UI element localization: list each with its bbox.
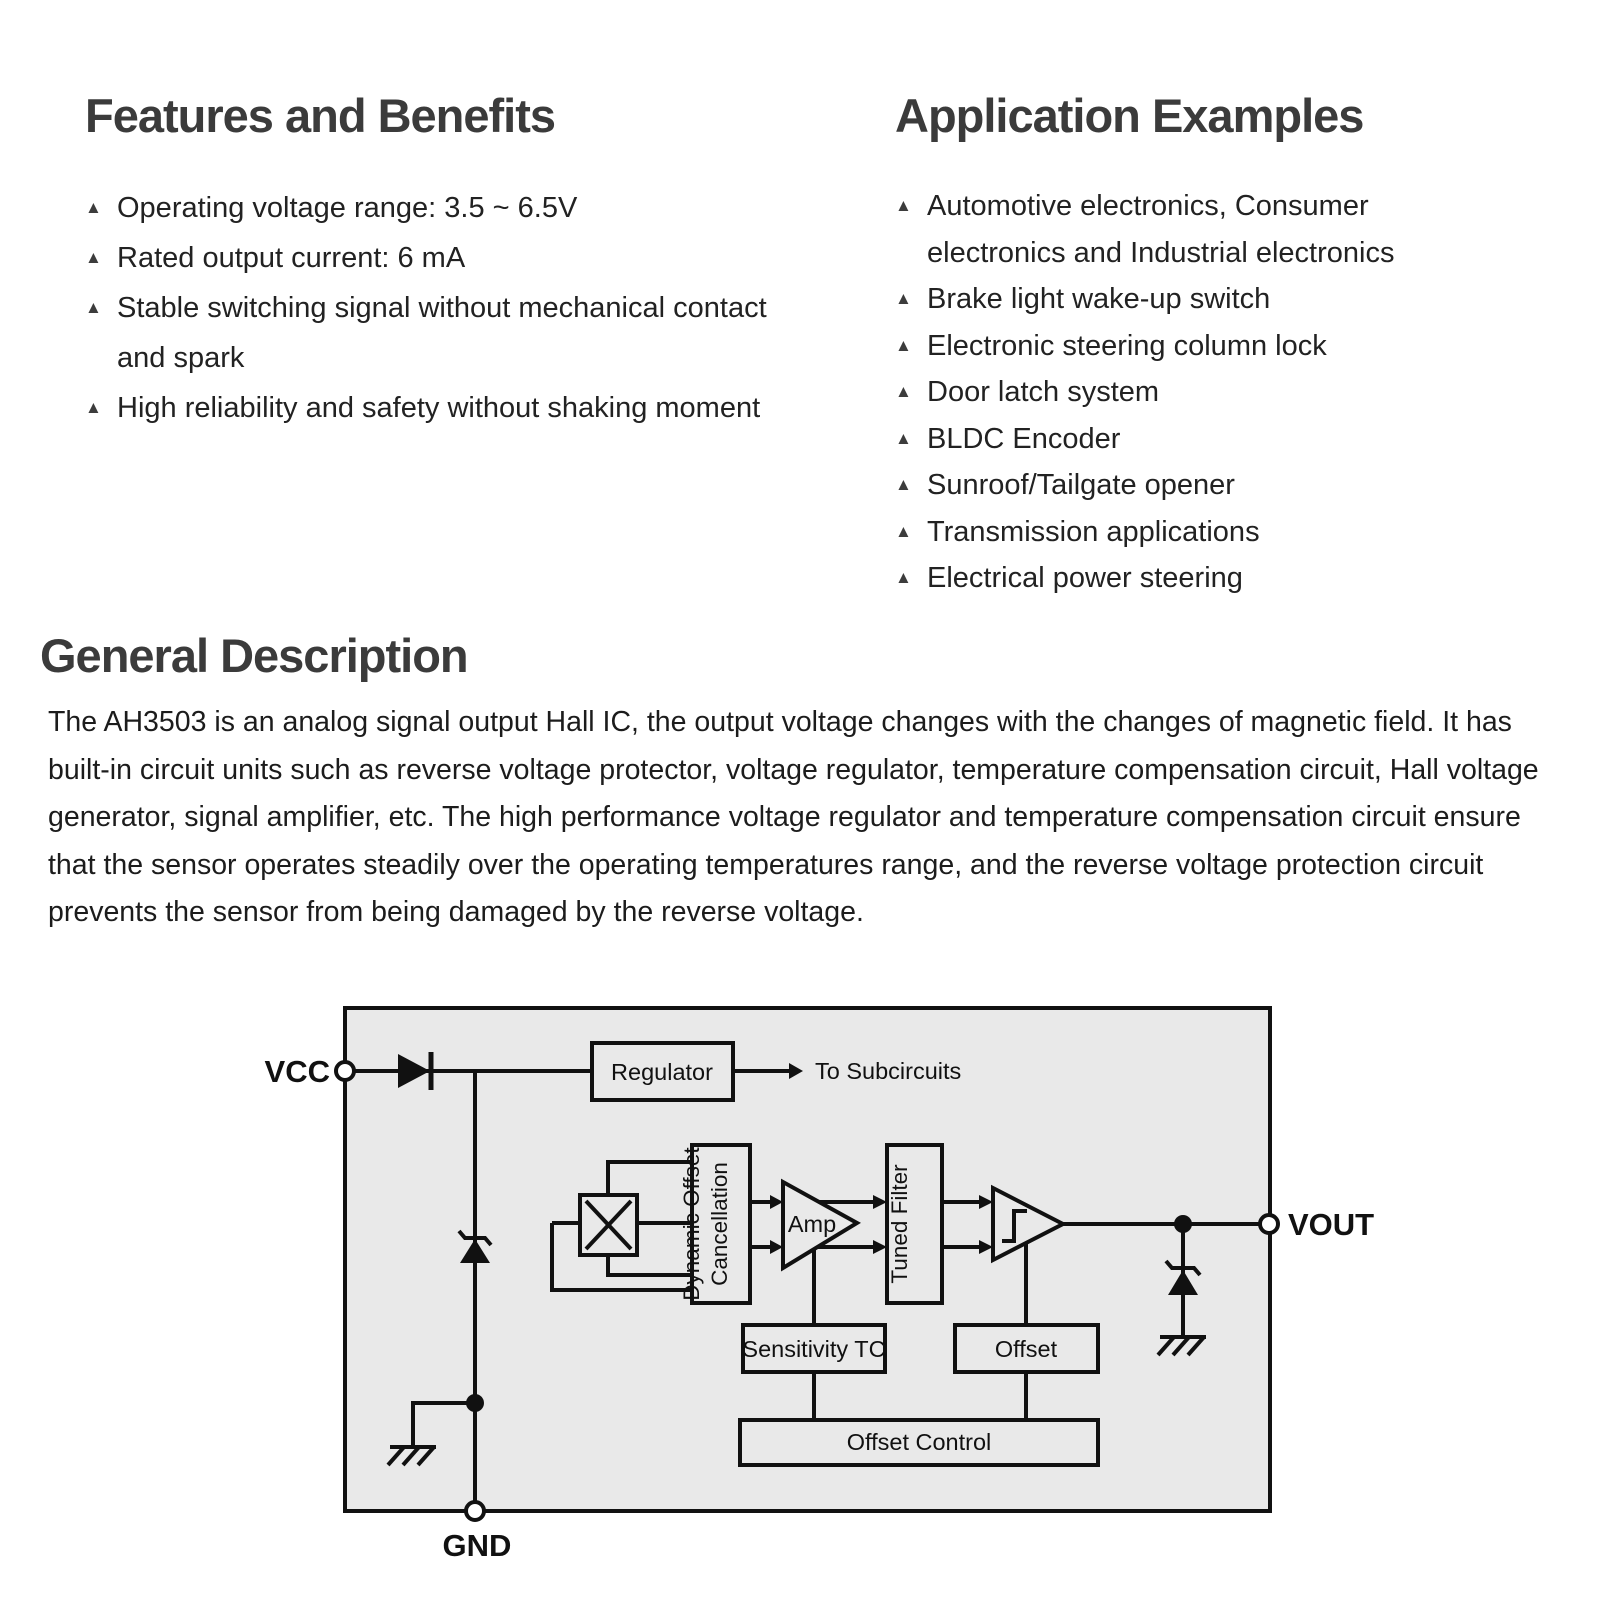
general-description-text: The AH3503 is an analog signal output Hall IC, the output voltage changes with the changes of magnetic field. It has built-in circuit units such as reverse voltage protector, voltage regulator, temperature compensation circuit, Hall voltage generator, signal amplifier, etc. The high performance voltage regulator and temperature compensation circuit ensure that the sensor operates steadily over the operating temperatures range, and the reverse voltage protection circuit prevents the sensor from being damaged by the reverse voltage. — [48, 706, 1539, 928]
triangle-bullet-icon: ▲ — [85, 398, 102, 417]
feature-item — [85, 283, 825, 383]
regulator-label: Regulator — [611, 1059, 713, 1085]
feature-item-text: Rated output current: 6 mA — [117, 242, 466, 274]
applications-title: Application Examples — [895, 89, 1364, 142]
vout-pin-terminal — [1260, 1215, 1278, 1233]
gnd-pin-terminal — [466, 1502, 484, 1520]
application-item-text: Brake light wake-up switch — [927, 283, 1271, 315]
application-item-text: Sunroof/Tailgate opener — [927, 469, 1235, 501]
triangle-bullet-icon: ▲ — [895, 196, 912, 215]
application-item — [895, 183, 1495, 276]
offset-label: Offset — [994, 1336, 1058, 1362]
triangle-bullet-icon: ▲ — [895, 568, 912, 587]
feature-item — [85, 233, 825, 283]
triangle-bullet-icon: ▲ — [895, 475, 912, 494]
application-item — [895, 369, 1495, 416]
applications-list — [895, 183, 1495, 602]
application-item-text: BLDC Encoder — [927, 422, 1121, 455]
general-description-section — [40, 628, 1570, 937]
application-item-text: Automotive electronics, Consumer electronics and Industrial electronics — [927, 190, 1395, 269]
application-item-text: Transmission applications — [927, 515, 1260, 548]
gnd-pin-label: GND — [442, 1528, 512, 1563]
triangle-bullet-icon: ▲ — [895, 289, 912, 308]
offset-control-label: Offset Control — [846, 1429, 992, 1455]
application-item — [895, 323, 1495, 370]
application-item — [895, 555, 1495, 602]
triangle-bullet-icon: ▲ — [85, 248, 102, 267]
feature-item — [85, 383, 825, 433]
general-description-title: General Description — [40, 629, 468, 682]
vcc-pin-label: VCC — [264, 1054, 330, 1089]
doc-label-line1: Dynamic Offset — [679, 1147, 704, 1301]
amp-label: Amp — [787, 1211, 837, 1237]
application-item-text: Electronic steering column lock — [927, 329, 1327, 362]
features-title: Features and Benefits — [85, 89, 556, 142]
feature-item-text: Stable switching signal without mechanical contact and spark — [117, 292, 767, 374]
triangle-bullet-icon: ▲ — [895, 521, 912, 541]
application-item-text: Electrical power steering — [927, 562, 1243, 594]
triangle-bullet-icon: ▲ — [895, 335, 912, 355]
application-item — [895, 462, 1495, 509]
to-subcircuits-label: To Subcircuits — [815, 1058, 962, 1084]
features-section — [85, 88, 825, 433]
vcc-pin-terminal — [336, 1062, 354, 1080]
tuned-filter-label: Tuned Filter — [887, 1164, 912, 1284]
doc-label-line2: Cancellation — [707, 1162, 732, 1286]
feature-item-text: Operating voltage range: 3.5 ~ 6.5V — [117, 192, 578, 224]
application-item — [895, 416, 1495, 463]
application-item — [895, 509, 1495, 556]
triangle-bullet-icon: ▲ — [895, 382, 912, 401]
application-item-text: Door latch system — [927, 376, 1160, 408]
block-diagram-svg — [0, 950, 1601, 1601]
triangle-bullet-icon: ▲ — [85, 298, 102, 317]
application-item — [895, 276, 1495, 323]
sensitivity-tc-label: Sensitivity TC — [742, 1336, 886, 1362]
feature-item-text: High reliability and safety without shaking moment — [117, 392, 761, 424]
triangle-bullet-icon: ▲ — [895, 428, 912, 448]
vout-pin-label: VOUT — [1288, 1207, 1375, 1242]
feature-item — [85, 183, 825, 233]
triangle-bullet-icon: ▲ — [85, 198, 102, 217]
block-diagram — [0, 950, 1601, 1601]
applications-section — [895, 88, 1495, 602]
features-list — [85, 183, 825, 433]
